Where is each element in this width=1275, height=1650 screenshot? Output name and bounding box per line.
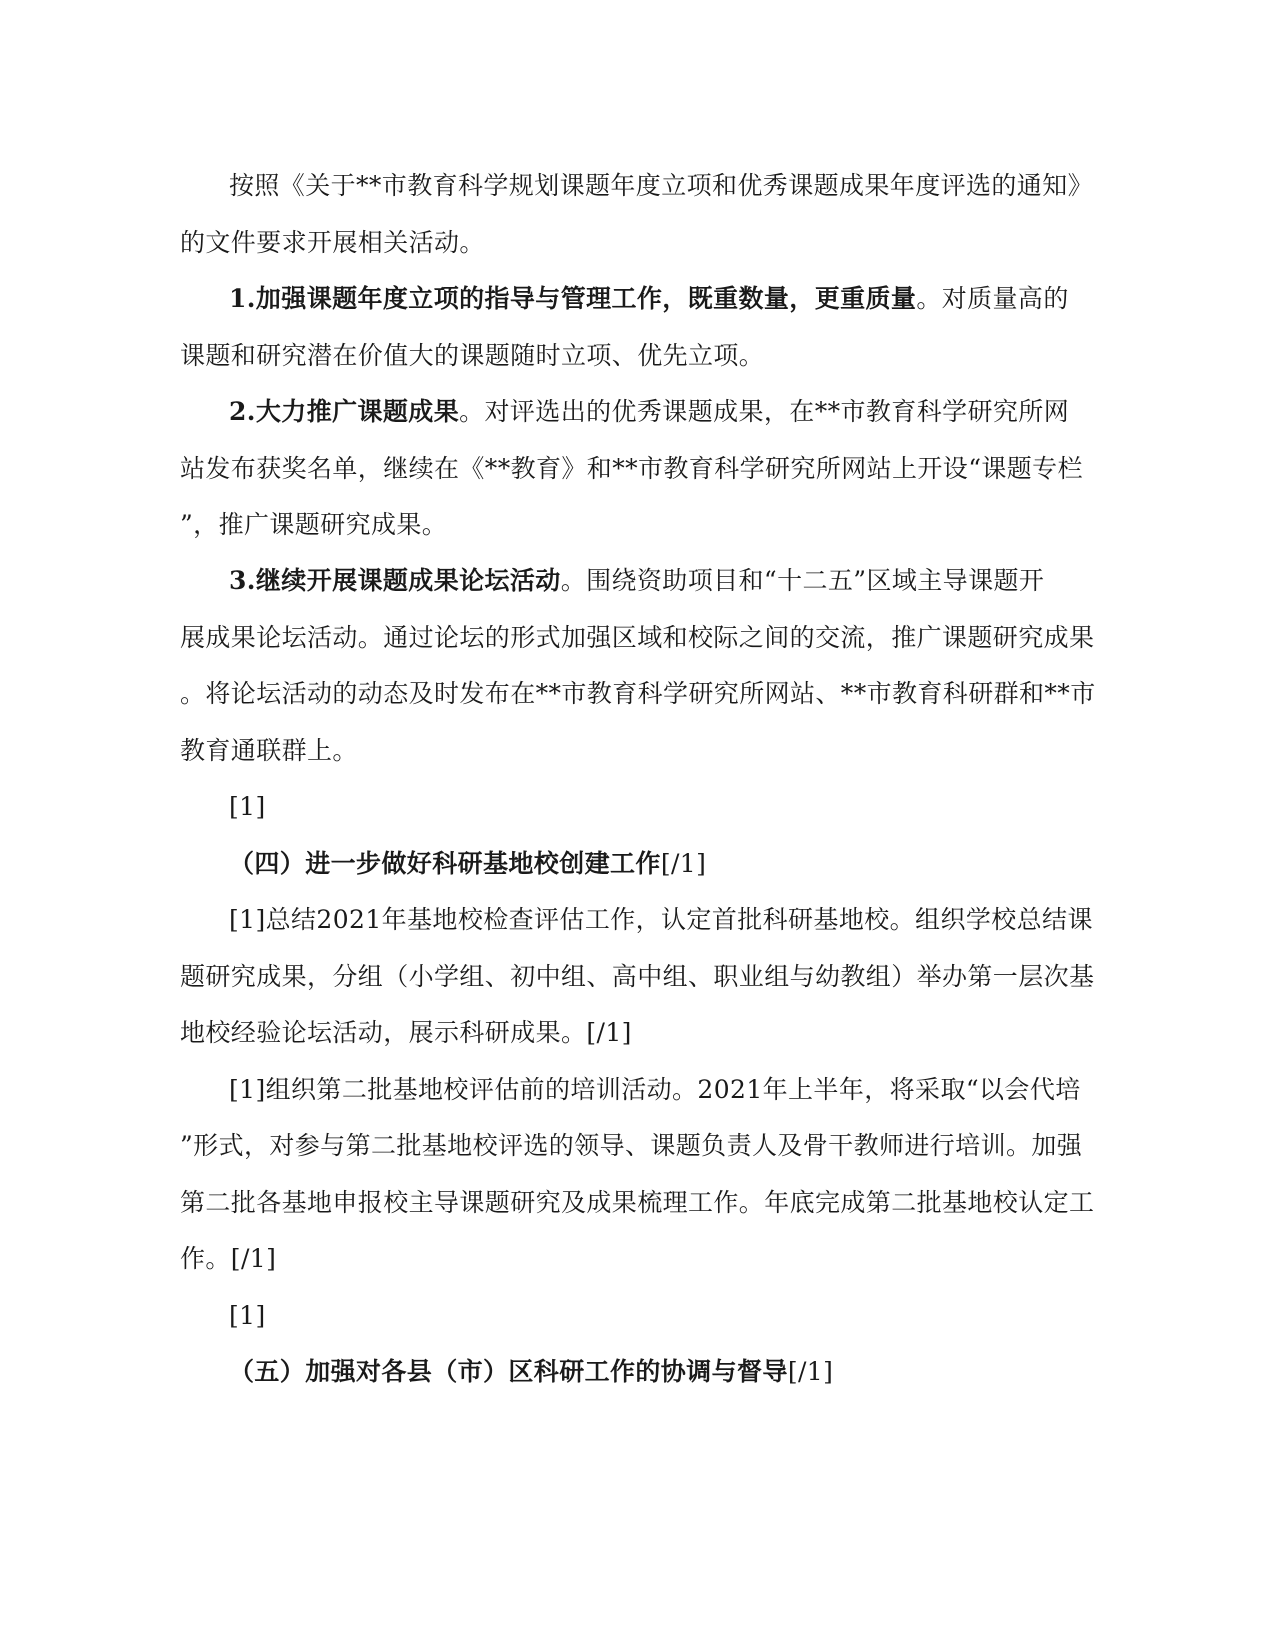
text-segment: 。对评选出的优秀课题成果，在**市教育科学研究所网 bbox=[459, 397, 1070, 426]
text-segment: 题研究成果，分组（小学组、初中组、高中组、职业组与幼教组）举办第一层次基 bbox=[180, 962, 1095, 991]
bold-text: （四）进一步做好科研基地校创建工作 bbox=[229, 849, 661, 878]
text-segment: 第二批各基地申报校主导课题研究及成果梳理工作。年底完成第二批基地校认定工 bbox=[180, 1188, 1095, 1217]
text-segment: ”，推广课题研究成果。 bbox=[180, 510, 448, 539]
text-segment: [1]组织第二批基地校评估前的培训活动。2021年上半年，将采取“以会代培 bbox=[229, 1075, 1081, 1104]
text-line bbox=[180, 678, 1096, 710]
text-line bbox=[229, 1356, 833, 1388]
text-line bbox=[180, 961, 1094, 993]
text-line bbox=[180, 227, 485, 259]
text-line bbox=[229, 396, 1069, 428]
text-line bbox=[180, 1187, 1094, 1219]
bold-text: 2.大力推广课题成果 bbox=[229, 397, 460, 426]
text-segment: 作。[/1] bbox=[180, 1244, 277, 1273]
bold-text: 3.继续开展课题成果论坛活动 bbox=[229, 566, 561, 595]
text-line bbox=[180, 622, 1094, 654]
text-line bbox=[180, 1130, 1082, 1162]
text-segment: 按照《关于**市教育科学规划课题年度立项和优秀课题成果年度评选的通知》 bbox=[229, 171, 1094, 200]
text-segment: ”形式，对参与第二批基地校评选的领导、课题负责人及骨干教师进行培训。加强 bbox=[180, 1131, 1083, 1160]
text-segment: 。对质量高的 bbox=[916, 284, 1069, 313]
text-segment: 。围绕资助项目和“十二五”区域主导课题开 bbox=[560, 566, 1045, 595]
bold-text: （五）加强对各县（市）区科研工作的协调与督导 bbox=[229, 1357, 788, 1386]
text-line bbox=[180, 509, 447, 541]
text-segment: 站发布获奖名单，继续在《**教育》和**市教育科学研究所网站上开设“课题专栏 bbox=[180, 454, 1083, 483]
text-segment: [/1] bbox=[660, 849, 707, 878]
text-line bbox=[229, 791, 266, 823]
text-line bbox=[229, 170, 1093, 202]
text-line bbox=[180, 735, 358, 767]
text-line bbox=[229, 565, 1044, 597]
text-segment: [1]总结2021年基地校检查评估工作，认定首批科研基地校。组织学校总结课 bbox=[229, 905, 1093, 934]
text-segment: [1] bbox=[229, 1301, 266, 1330]
text-line bbox=[229, 904, 1093, 936]
text-line bbox=[180, 453, 1083, 485]
text-segment: 的文件要求开展相关活动。 bbox=[180, 228, 485, 257]
text-segment: [/1] bbox=[787, 1357, 834, 1386]
text-line bbox=[180, 1243, 276, 1275]
text-segment: 课题和研究潜在价值大的课题随时立项、优先立项。 bbox=[180, 341, 765, 370]
text-line bbox=[229, 1300, 266, 1332]
text-segment: [1] bbox=[229, 792, 266, 821]
text-line bbox=[229, 1074, 1081, 1106]
bold-text: 1.加强课题年度立项的指导与管理工作，既重数量，更重质量 bbox=[229, 284, 917, 313]
text-line bbox=[229, 283, 1069, 315]
text-line bbox=[180, 1017, 632, 1049]
text-segment: 地校经验论坛活动，展示科研成果。[/1] bbox=[180, 1018, 632, 1047]
text-segment: 展成果论坛活动。通过论坛的形式加强区域和校际之间的交流，推广课题研究成果 bbox=[180, 623, 1095, 652]
text-line bbox=[180, 340, 764, 372]
text-line bbox=[229, 848, 706, 880]
text-segment: 教育通联群上。 bbox=[180, 736, 358, 765]
text-segment: 。将论坛活动的动态及时发布在**市教育科学研究所网站、**市教育科研群和**市 bbox=[180, 679, 1096, 708]
